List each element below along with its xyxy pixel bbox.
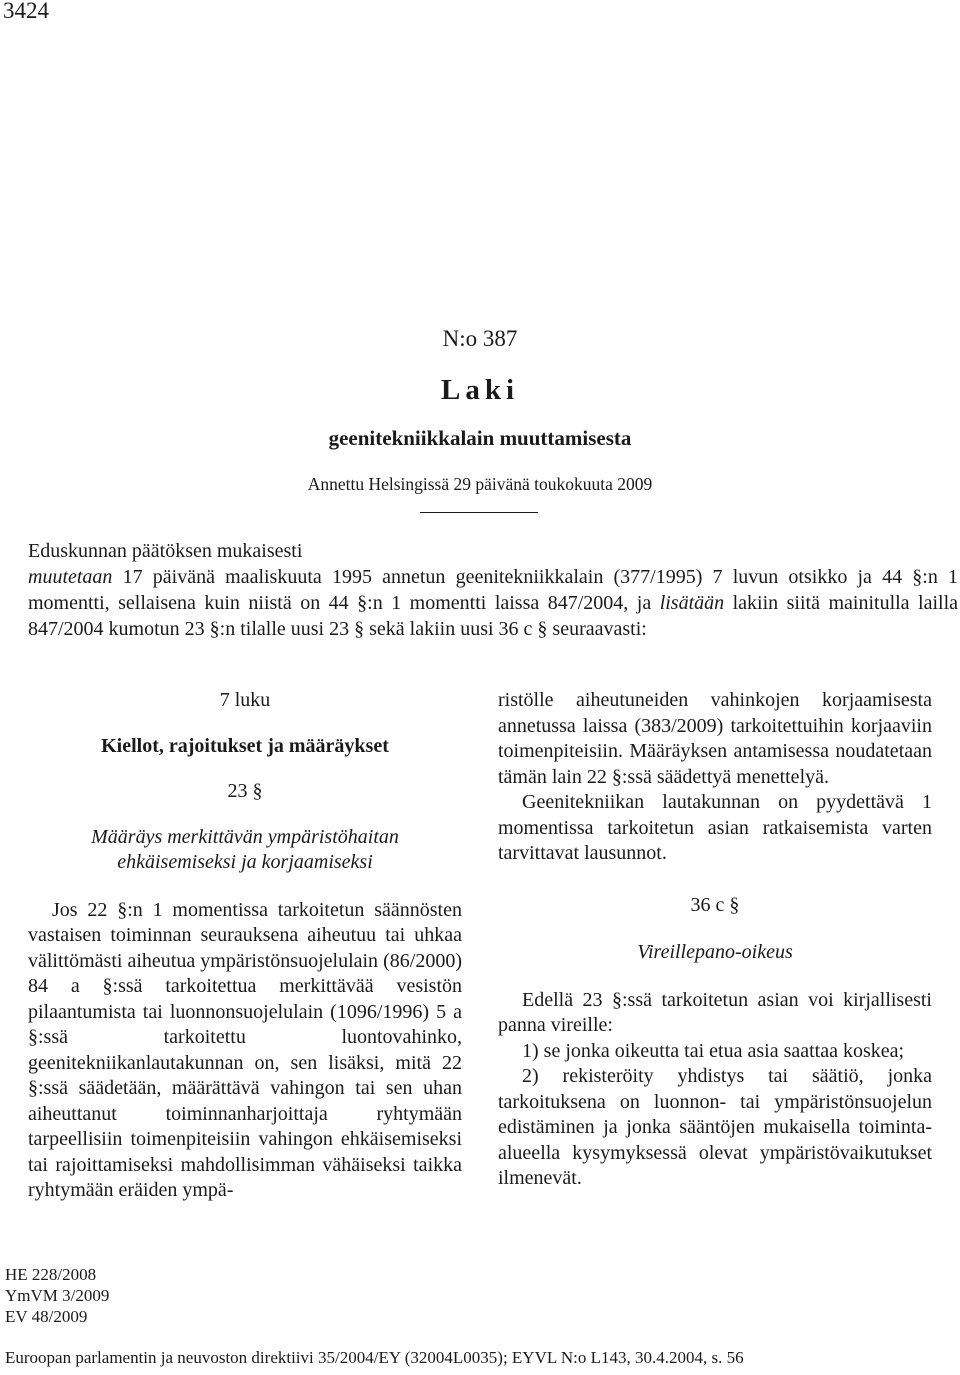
section-23-heading-2: ehkäisemiseksi ja korjaamiseksi bbox=[117, 851, 373, 873]
left-column bbox=[28, 688, 462, 1204]
section-23-paragraph-1-cont: ristölle aiheutuneiden vahinkojen korjaamisesta annetussa laissa (383/2009) tarkoitettuihin korjaaviin toimenpiteisiin. Määräyksen antamisessa noudatetaan tämän lain 22 §:ssä säädettyä menettelyä. bbox=[498, 689, 932, 788]
page-title: Laki bbox=[440, 374, 520, 406]
given-date: Annettu Helsingissä 29 päivänä toukokuuta 2009 bbox=[307, 474, 653, 494]
title-divider bbox=[420, 512, 538, 513]
page-number: 3424 bbox=[3, 0, 49, 23]
section-36c-item-1: 1) se jonka oikeutta tai etua asia saattaa koskea; bbox=[522, 1039, 905, 1062]
intro-muutetaan-text: 17 päivänä maaliskuuta 1995 annetun geenitekniikkalain (377/1995) 7 luvun otsikko ja 44 §:n 1 momentti, sellaisena kuin niistä on 44 §:n 1 momentti laissa 847/2004, ja bbox=[28, 566, 958, 614]
chapter-number: 7 luku bbox=[219, 689, 271, 711]
footnote: Euroopan parlamentin ja neuvoston direktiivi 35/2004/EY (32004L0035); EYVL N:o L143, 30.4.2004, s. 56 bbox=[5, 1348, 744, 1367]
intro-lisataan: lisätään bbox=[659, 592, 725, 614]
section-23-heading-1: Määräys merkittävän ympäristöhaitan bbox=[91, 825, 399, 848]
statute-number: N:o 387 bbox=[442, 326, 518, 351]
section-23-paragraph-1: Jos 22 §:n 1 momentissa tarkoitetun säännösten vastaisen toiminnan seurauksena aiheutuu tai uhkaa välittömästi aiheutua ympäristönsuojelulain (86/2000) 84 a §:ssä tarkoitettua merkittävää vesistön pilaantumista tai luonnonsuojelulain (1096/1996) 5 a §:ssä tarkoitettu luontovahinko, geenitekniikanlautakunnan on, sen lisäksi, mitä 22 §:ssä säädetään, määrättävä vahingon tai sen uhan aiheuttanut toiminnanharjoittaja ryhtymään tarpeellisiin toimenpiteisiin vahingon ehkäisemiseksi tai rajoittamiseksi mahdollisimman vähäiseksi taikka ryhtymään eräiden ympä- bbox=[28, 898, 462, 1201]
section-36c-number: 36 c § bbox=[690, 893, 740, 916]
section-36c-item-2: 2) rekisteröity yhdistys tai säätiö, jonka tarkoituksena on luonnon- tai ympäristönsuojelun edistäminen ja jonka sääntöjen mukaisella toiminta-alueella kysymyksessä olevat ympäristövaikutukset ilmenevät. bbox=[498, 1065, 932, 1189]
intro-muutetaan: muutetaan bbox=[28, 566, 113, 588]
chapter-heading: Kiellot, rajoitukset ja määräykset bbox=[101, 734, 389, 757]
intro-text bbox=[28, 538, 958, 642]
right-column bbox=[498, 688, 932, 1192]
reference-item: HE 228/2008 bbox=[5, 1265, 97, 1284]
intro-amend bbox=[28, 564, 958, 642]
references bbox=[5, 1264, 109, 1327]
page-subtitle: geenitekniikkalain muuttamisesta bbox=[328, 426, 632, 450]
section-23-paragraph-2: Geenitekniikan lautakunnan on pyydettävä 1 momentissa tarkoitetun asian ratkaisemista varten tarvittavat lausunnot. bbox=[498, 791, 932, 864]
reference-item: YmVM 3/2009 bbox=[5, 1286, 110, 1305]
reference-item: EV 48/2009 bbox=[5, 1307, 88, 1326]
intro-lisataan-text: lakiin siitä mainitulla lailla 847/2004 kumotun 23 §:n tilalle uusi 23 § sekä lakiin uusi 36 c § seuraavasti: bbox=[28, 592, 959, 640]
section-36c-heading: Vireillepano-oikeus bbox=[637, 941, 793, 963]
section-23-number: 23 § bbox=[227, 780, 263, 802]
section-36c-paragraph-1: Edellä 23 §:ssä tarkoitetun asian voi kirjallisesti panna vireille: bbox=[498, 988, 932, 1036]
intro-lead: Eduskunnan päätöksen mukaisesti bbox=[28, 540, 303, 562]
